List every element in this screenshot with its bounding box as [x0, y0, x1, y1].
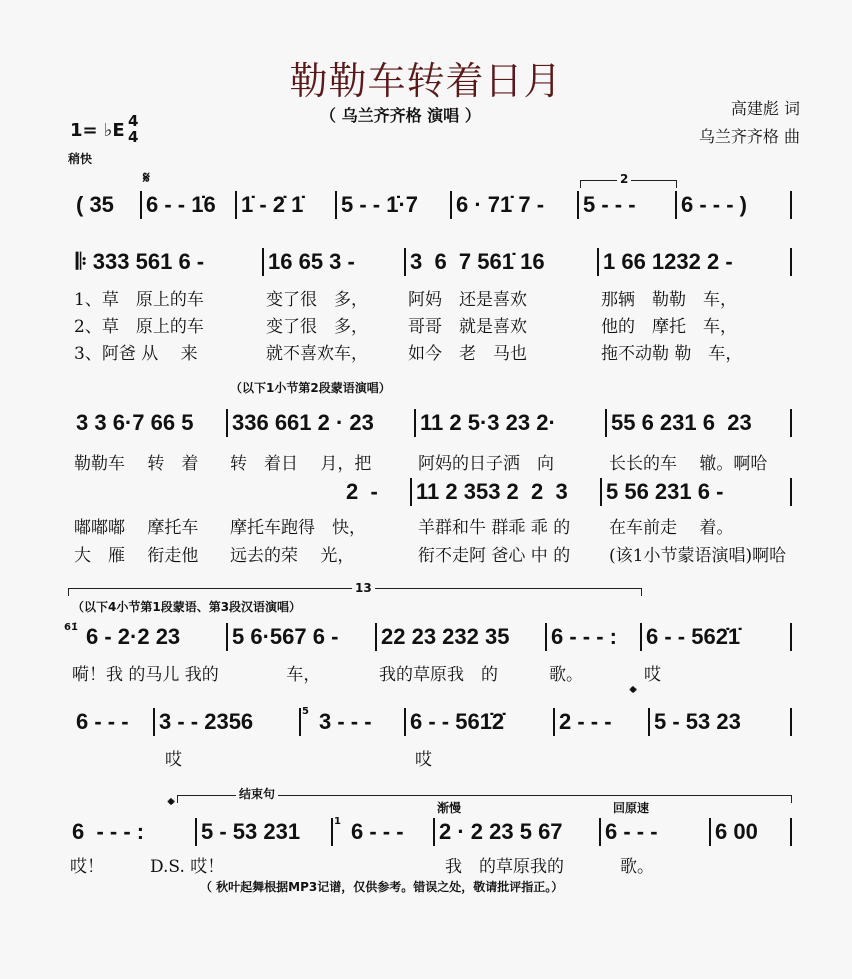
measure: 6 · 71̇ 7 -	[456, 192, 545, 217]
bar-line	[648, 708, 650, 736]
bar-line	[790, 248, 792, 276]
bar-line	[709, 818, 711, 846]
measure: 6 - - -	[351, 819, 404, 844]
bar-line	[790, 818, 792, 846]
bar-line	[790, 623, 792, 651]
measure: 3 - - -	[319, 709, 372, 734]
bar-line	[299, 708, 301, 736]
coda-icon: 𝄌	[630, 683, 637, 704]
coda-icon: 𝄌	[168, 795, 175, 816]
bar-line	[153, 708, 155, 736]
lyric-text: 哎	[415, 750, 432, 770]
measure: 6 - - -	[76, 709, 129, 734]
ritardando-marking: 渐慢	[437, 801, 462, 815]
measure: 5 - - 1̇·7	[341, 192, 419, 217]
measure: 2 · 2 23 5 67	[439, 819, 563, 844]
lyric-text: 歌。	[549, 665, 583, 685]
bar-line	[235, 191, 237, 219]
bar-line	[790, 708, 792, 736]
lyric-text: 歌。	[620, 857, 654, 877]
lyric-text: 哎！	[70, 857, 104, 877]
grace-note: 5	[302, 706, 309, 717]
performance-note: （以下1小节第2段蒙语演唱）	[230, 381, 391, 395]
lyric-text: 羊群和牛 群乖 乖 的	[418, 518, 571, 538]
lyric-text: 车，	[230, 665, 321, 685]
measure: 11 2 5·3 23 2·	[420, 410, 556, 435]
bar-line	[545, 623, 547, 651]
bar-line	[335, 191, 337, 219]
lyric-text: 远去的荣 光，	[230, 546, 355, 566]
measure: 6 - - 561̇2̇	[410, 709, 505, 734]
measure: 𝄆 333 561 6 -	[76, 249, 205, 274]
performance-note: （以下4小节第1段蒙语、第3段汉语演唱）	[72, 600, 302, 614]
bar-line	[597, 248, 599, 276]
bar-line	[599, 818, 601, 846]
measure: 6 - - 562̇1̇	[646, 624, 741, 649]
measure: 6 00	[715, 819, 758, 844]
key-signature: 1= ♭E	[70, 120, 125, 141]
composer: 乌兰齐齐格 曲	[698, 127, 800, 146]
measure: 6 - - - :	[72, 819, 145, 844]
bar-line	[414, 409, 416, 437]
a-tempo-marking: 回原速	[613, 801, 650, 815]
lyric-text: 他的 摩托 车，	[601, 317, 737, 337]
lyric-text: 勒勒车 转 着	[74, 454, 199, 474]
lyric-text: (该1小节蒙语演唱)啊哈	[609, 546, 787, 566]
ending-label: 结束句	[236, 787, 278, 801]
measure: 3 6 7 561̇ 16	[410, 249, 545, 274]
lyric-text: 在车前走 着。	[609, 518, 734, 538]
bar-line	[433, 818, 435, 846]
lyric-text: 嗬！我 的马儿 我的	[72, 665, 219, 685]
lyric-text: 我 的草原我的	[445, 857, 564, 877]
bar-line	[675, 191, 677, 219]
measure: 2 - - -	[559, 709, 612, 734]
measure: 2 -	[346, 479, 378, 504]
bar-line	[605, 409, 607, 437]
measure: 6 - - -	[605, 819, 658, 844]
bar-line	[410, 478, 412, 506]
bar-line	[790, 191, 792, 219]
bar-line	[262, 248, 264, 276]
volta-label: 2	[617, 172, 631, 186]
lyric-text: 哎	[644, 665, 661, 685]
lyric-text: D.S. 哎！	[150, 857, 225, 877]
measure: 16 65 3 -	[268, 249, 355, 274]
lyric-text: 阿妈的日子洒 向	[418, 454, 554, 474]
bracket-label: 13	[352, 581, 375, 595]
lyric-text: 衔不走阿 爸心 中 的	[418, 546, 571, 566]
song-title: 勒勒车转着日月	[289, 59, 563, 103]
bar-line	[790, 478, 792, 506]
measure: 3 - - 2356	[159, 709, 254, 734]
bar-line	[226, 409, 228, 437]
lyric-text: 拖不动勒 勒 车，	[601, 344, 743, 364]
tempo-marking: 稍快	[68, 152, 93, 166]
lyric-text: 变了很 多，	[266, 317, 368, 337]
measure: 1 66 1232 2 -	[603, 249, 733, 274]
measure: 5 6·567 6 -	[232, 624, 339, 649]
bar-line	[640, 623, 642, 651]
lyric-text: 2、草 原上的车	[74, 317, 204, 337]
bar-line	[140, 191, 142, 219]
lyricist: 高建彪 词	[730, 99, 800, 118]
lyric-text: 转 着日 月，把	[230, 454, 372, 474]
lyric-text: 哎	[165, 750, 182, 770]
measure: 55 6 231 6 23	[611, 410, 752, 435]
measure: 11 2 353 2 2 3	[416, 479, 568, 504]
lyric-text: 嘟嘟嘟 摩托车	[74, 518, 199, 538]
lyric-text: 我的草原我 的	[379, 665, 498, 685]
lyric-text: 变了很 多，	[266, 290, 368, 310]
performer: （ 乌兰齐齐格 演唱 ）	[320, 106, 481, 125]
bar-line	[195, 818, 197, 846]
bar-line	[331, 818, 333, 846]
bar-line	[577, 191, 579, 219]
measure: 6 - - - :	[551, 624, 617, 649]
bar-line	[790, 409, 792, 437]
bar-line	[404, 248, 406, 276]
lyric-text: 大 雁 衔走他	[74, 546, 199, 566]
bar-line	[450, 191, 452, 219]
bar-line	[226, 623, 228, 651]
measure: 5 - 53 231	[201, 819, 301, 844]
measure: ( 35	[76, 192, 114, 217]
bar-line	[375, 623, 377, 651]
lyric-text: 长长的车 辙。啊哈	[609, 454, 768, 474]
grace-note: 61̇	[64, 622, 78, 633]
measure: 22 23 232 35	[381, 624, 510, 649]
lyric-text: 就不喜欢车，	[266, 344, 368, 364]
measure: 336 661 2 · 23	[232, 410, 374, 435]
lyric-text: 阿妈 还是喜欢	[408, 290, 527, 310]
lyric-text: 3、阿爸 从 来	[74, 344, 198, 364]
segno-icon: 𝄋	[143, 168, 150, 187]
measure: 5 56 231 6 -	[606, 479, 724, 504]
lyric-text: 1、草 原上的车	[74, 290, 204, 310]
measure: 6 - - - )	[681, 192, 747, 217]
time-signature: 4 4	[128, 112, 139, 146]
grace-note: 1	[334, 816, 341, 827]
measure: 1̇ - 2̇ 1̇	[241, 192, 304, 217]
lyric-text: 那辆 勒勒 车，	[601, 290, 737, 310]
lyric-text: 如今 老 马也	[408, 344, 527, 364]
measure: 3 3 6·7 66 5	[76, 410, 194, 435]
footer-note: （ 秋叶起舞根据MP3记谱，仅供参考。错误之处，敬请批评指正。）	[200, 880, 564, 894]
bar-line	[404, 708, 406, 736]
measure: 5 - 53 23	[654, 709, 741, 734]
measure: 6 - - 1̇6	[146, 192, 216, 217]
measure: 5 - - -	[583, 192, 636, 217]
measure: 6 - 2·2 23	[86, 624, 181, 649]
lyric-text: 摩托车跑得 快，	[230, 518, 366, 538]
lyric-text: 哥哥 就是喜欢	[408, 317, 527, 337]
bar-line	[600, 478, 602, 506]
bar-line	[553, 708, 555, 736]
